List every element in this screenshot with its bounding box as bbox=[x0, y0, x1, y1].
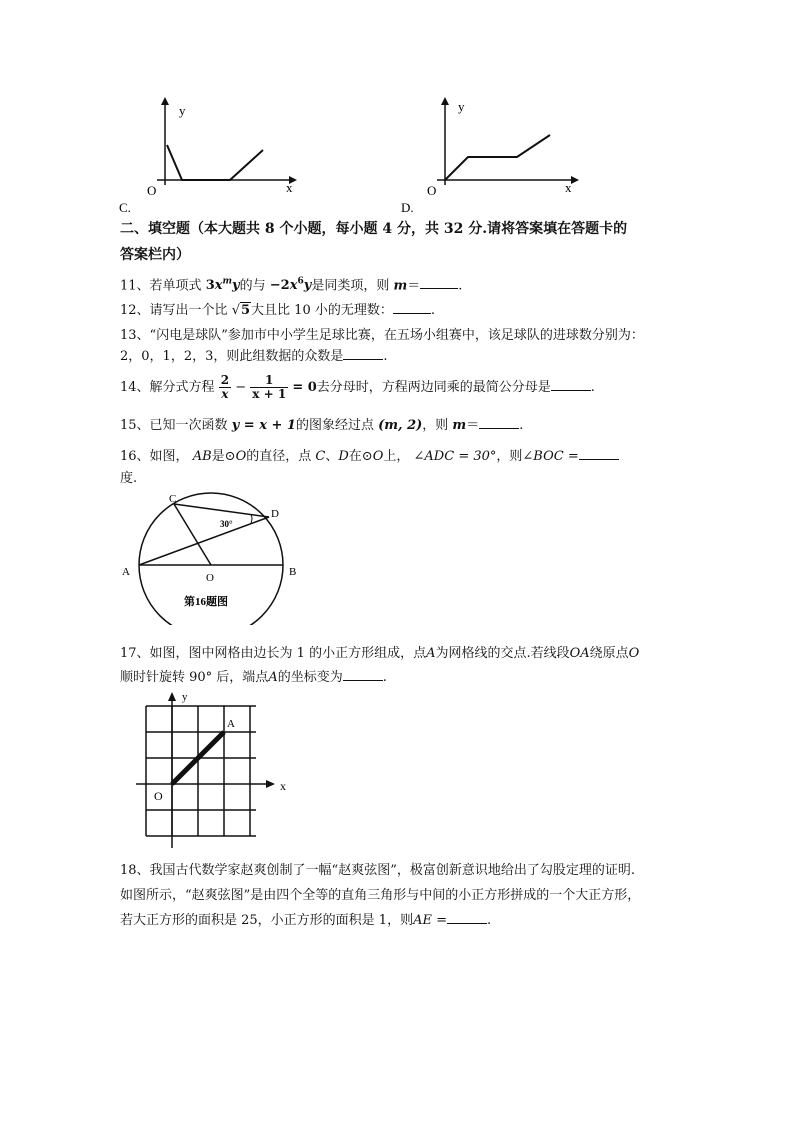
q16-text-a: 如图， bbox=[149, 449, 189, 464]
question-18 bbox=[120, 858, 640, 933]
q12-answer-blank[interactable] bbox=[393, 301, 431, 314]
q16-text-d: 在⊙ bbox=[348, 449, 373, 464]
q17-line1-b: 为网格线的交点.若线段 bbox=[435, 646, 570, 661]
fig16-angle-label: 30° bbox=[220, 519, 233, 529]
section-title bbox=[120, 216, 627, 268]
q11-var-m: m bbox=[393, 278, 408, 294]
q14-frac2-num: 1 bbox=[250, 374, 288, 388]
q15-text-a: 已知一次函数 bbox=[149, 418, 228, 433]
graph-c-option-label: C. bbox=[119, 200, 131, 215]
fig17-label-o: O bbox=[154, 789, 163, 803]
q17-o: O bbox=[628, 646, 640, 661]
q15-eq: ＝ bbox=[466, 418, 480, 433]
graph-c-x-label: x bbox=[286, 180, 293, 195]
q17-a-2: A bbox=[268, 670, 278, 685]
fig16-label-o: O bbox=[206, 572, 214, 584]
graph-d-svg bbox=[395, 95, 595, 215]
q15-text-b: 的图象经过点 bbox=[295, 418, 374, 433]
fig16-label-d: D bbox=[271, 508, 279, 520]
q17-answer-blank[interactable] bbox=[343, 668, 383, 681]
fig16-label-a: A bbox=[122, 566, 130, 578]
q17-line2-a: 顺时针旋转 90° 后，端点 bbox=[120, 670, 269, 685]
q14-text-a: 解分式方程 bbox=[149, 380, 215, 395]
q14-equals-zero: = 0 bbox=[292, 380, 317, 395]
q11-term2: $-2x^6y$ bbox=[269, 277, 312, 294]
graph-d-y-arrow bbox=[441, 97, 449, 105]
graph-c-y-label: y bbox=[179, 103, 186, 118]
q18-answer-blank[interactable] bbox=[447, 911, 487, 924]
q14-fraction2 bbox=[250, 374, 288, 401]
q16-text-b: 是⊙ bbox=[211, 449, 236, 464]
q18-line3 bbox=[120, 908, 640, 933]
fig16-segment-ad bbox=[139, 517, 269, 565]
q17-a: A bbox=[426, 646, 436, 661]
q16-o: O bbox=[235, 449, 247, 464]
q11-text-b: 的与 bbox=[239, 278, 266, 294]
figure-16 bbox=[118, 490, 308, 625]
fig17-y-arrow bbox=[168, 692, 176, 701]
q17-oa: OA bbox=[569, 646, 590, 661]
q11-number: 11、 bbox=[120, 278, 150, 294]
q14-number: 14、 bbox=[120, 380, 150, 395]
q13-line2 bbox=[120, 346, 644, 367]
q17-line2 bbox=[120, 666, 639, 690]
question-14 bbox=[120, 370, 595, 406]
fig17-label-a: A bbox=[227, 718, 235, 730]
figure-17-svg bbox=[118, 690, 298, 850]
q11-answer-blank[interactable] bbox=[420, 276, 458, 289]
q18-line1: 18、我国古代数学家赵爽创制了一幅“赵爽弦图”，极富创新意识地给出了勾股定理的证明. bbox=[120, 863, 635, 878]
fig16-label-b: B bbox=[289, 566, 297, 578]
q12-end: . bbox=[430, 303, 435, 318]
graph-d bbox=[395, 95, 595, 215]
figure-17 bbox=[118, 690, 298, 850]
question-17 bbox=[120, 642, 639, 690]
q15-answer-blank[interactable] bbox=[479, 416, 519, 429]
q13-end: . bbox=[383, 349, 388, 364]
q18-end: . bbox=[487, 913, 492, 928]
q12-text-a: 请写出一个比 bbox=[149, 303, 228, 318]
graph-c bbox=[115, 95, 305, 215]
fig16-caption: 第16题图 bbox=[184, 596, 228, 608]
section-title-line2: 答案栏内） bbox=[120, 247, 190, 263]
q14-text-b: 去分母时，方程两边同乘的最简公分母是 bbox=[316, 380, 551, 395]
q12-sqrt-value: 5 bbox=[241, 303, 251, 318]
q18-ae: AE bbox=[413, 913, 432, 928]
q14-end: . bbox=[590, 380, 595, 395]
q17-line2-b: 的坐标变为 bbox=[277, 670, 343, 685]
fig16-label-c: C bbox=[169, 493, 177, 505]
q12-number: 12、 bbox=[120, 303, 150, 318]
q14-minus: − bbox=[235, 380, 247, 395]
q16-text-c: 的直径，点 bbox=[246, 449, 312, 464]
figure-16-svg bbox=[118, 490, 308, 625]
q11-text-a: 若单项式 bbox=[149, 278, 202, 294]
q15-function: y = x + 1 bbox=[231, 418, 296, 433]
q12-text-b: 大且比 10 小的无理数： bbox=[251, 303, 393, 318]
q16-angle-adc: ∠ADC = 30° bbox=[413, 449, 497, 464]
graph-d-y-label: y bbox=[458, 99, 465, 114]
q13-line1: 13、“闪电是球队”参加市中小学生足球比赛，在五场小组赛中，该足球队的进球数分别为： bbox=[120, 328, 644, 343]
question-11 bbox=[120, 273, 462, 295]
q14-frac1-num: 2 bbox=[220, 373, 230, 387]
q15-number: 15、 bbox=[120, 418, 150, 433]
question-16 bbox=[120, 446, 619, 490]
graph-d-option-label: D. bbox=[401, 200, 414, 215]
question-15 bbox=[120, 416, 523, 435]
fig16-segment-co bbox=[174, 504, 211, 565]
q14-fraction1 bbox=[219, 374, 231, 401]
q16-answer-blank[interactable] bbox=[579, 447, 619, 460]
question-13 bbox=[120, 325, 644, 367]
q16-angle-boc: ∠BOC = bbox=[522, 449, 579, 464]
graph-c-origin: O bbox=[147, 183, 157, 198]
q11-end: . bbox=[458, 278, 463, 294]
q14-frac2-den: x + 1 bbox=[252, 387, 287, 401]
q17-line1-c: 绕原点 bbox=[589, 646, 629, 661]
q13-line2-text: 2，0，1，2，3，则此组数据的众数是 bbox=[120, 349, 344, 364]
q17-end: . bbox=[382, 670, 387, 685]
graph-d-line bbox=[445, 135, 550, 180]
q17-line1-a: 17、如图，图中网格由边长为 1 的小正方形组成，点 bbox=[120, 646, 427, 661]
graph-c-y-arrow bbox=[161, 97, 169, 105]
graph-d-origin: O bbox=[427, 183, 437, 198]
fig17-label-x: x bbox=[280, 779, 286, 793]
q16-sep: 、 bbox=[325, 449, 339, 464]
q15-text-c: ，则 bbox=[422, 418, 449, 433]
q18-eq: = bbox=[436, 913, 448, 928]
fig16-segment-cd bbox=[174, 504, 269, 517]
q16-line1 bbox=[120, 446, 619, 468]
q15-var-m: m bbox=[452, 418, 467, 433]
fig17-x-arrow bbox=[266, 780, 275, 788]
q11-term1: $3x^my$ bbox=[205, 277, 240, 294]
graph-c-svg bbox=[115, 95, 305, 215]
q14-answer-blank[interactable] bbox=[551, 378, 591, 391]
fig16-angle-arc bbox=[251, 515, 252, 523]
fig17-label-y: y bbox=[182, 691, 188, 703]
graph-d-x-arrow bbox=[571, 176, 579, 184]
q16-o-2: O bbox=[372, 449, 384, 464]
graph-c-line bbox=[167, 145, 263, 180]
fig17-grid bbox=[146, 706, 256, 836]
q15-end: . bbox=[519, 418, 524, 433]
graph-d-x-label: x bbox=[565, 180, 572, 195]
q17-line1 bbox=[120, 642, 639, 666]
q16-text-f: ，则 bbox=[496, 449, 523, 464]
q11-eq: ＝ bbox=[407, 278, 421, 294]
q13-answer-blank[interactable] bbox=[343, 347, 383, 360]
q14-frac1-den: x bbox=[221, 387, 229, 401]
q16-text-e: 上， bbox=[383, 449, 410, 464]
q16-number: 16、 bbox=[120, 449, 150, 464]
q15-point: (m, 2) bbox=[378, 418, 423, 433]
q16-ab: AB bbox=[192, 449, 212, 464]
section-title-line1: 二、填空题（本大题共 8 个小题，每小题 4 分，共 32 分.请将答案填在答题卡的 bbox=[120, 221, 628, 237]
q18-line3-a: 若大正方形的面积是 25，小正方形的面积是 1，则 bbox=[120, 913, 414, 928]
q11-text-c: 是同类项，则 bbox=[311, 278, 390, 294]
q18-line2: 如图所示，“赵爽弦图”是由四个全等的直角三角形与中间的小正方形拼成的一个大正方形， bbox=[120, 888, 641, 903]
question-12 bbox=[120, 301, 435, 320]
q12-sqrt: √5 bbox=[231, 303, 251, 318]
q16-c: C bbox=[315, 449, 326, 464]
q16-d: D bbox=[338, 449, 349, 464]
q16-line2: 度. bbox=[120, 471, 138, 486]
